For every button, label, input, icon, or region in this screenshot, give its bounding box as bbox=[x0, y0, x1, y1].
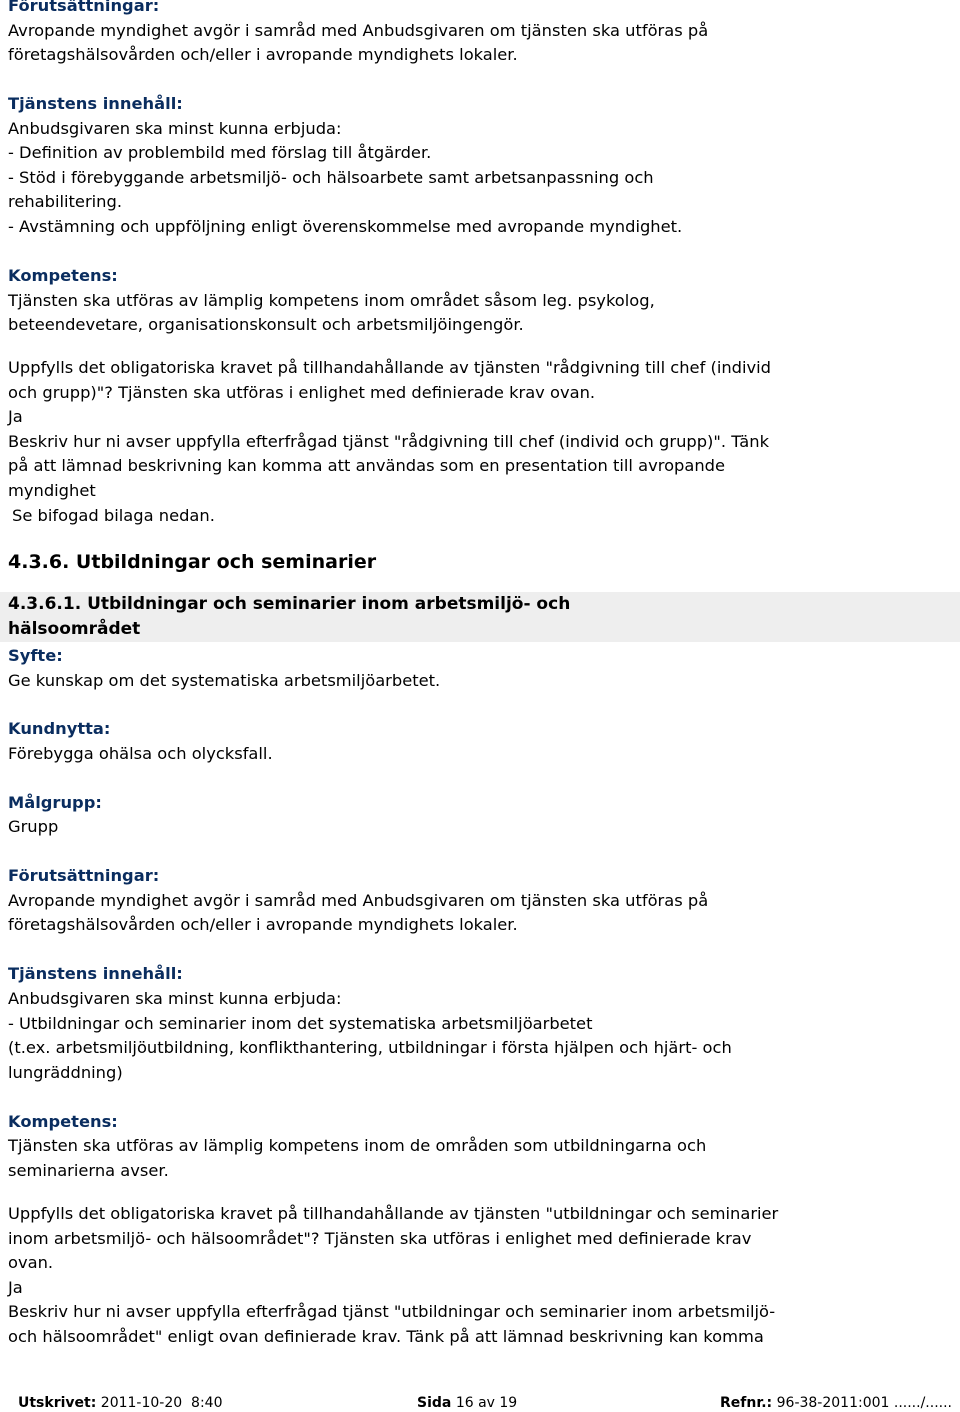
footer-ref bbox=[720, 1394, 958, 1412]
footer-page-label: Sida bbox=[417, 1395, 452, 1411]
content2-line-1: Anbudsgivaren ska minst kunna erbjuda: bbox=[8, 989, 342, 1008]
footer-ref-value: 96-38-2011:001 ....../...... bbox=[776, 1395, 952, 1411]
prereq2-line-2: företagshälsovården och/eller i avropande myndighets lokaler. bbox=[8, 915, 518, 934]
content2-line-2: - Utbildningar och seminarier inom det systematiska arbetsmiljöarbetet bbox=[8, 1014, 593, 1033]
prereq-line-1: Avropande myndighet avgör i samråd med Anbudsgivaren om tjänsten ska utföras på bbox=[8, 21, 709, 40]
content-line-1: Anbudsgivaren ska minst kunna erbjuda: bbox=[8, 119, 342, 138]
describe2-line-2: och hälsoområdet" enligt ovan definierade krav. Tänk på att lämnad beskrivning kan komma bbox=[8, 1327, 764, 1346]
benefit-text: Förebygga ohälsa och olycksfall. bbox=[8, 744, 273, 763]
benefit-label: Kundnytta: bbox=[8, 719, 111, 738]
prereq2-line-1: Avropande myndighet avgör i samråd med Anbudsgivaren om tjänsten ska utföras på bbox=[8, 891, 709, 910]
requirement2-line-3: ovan. bbox=[8, 1253, 54, 1272]
answer2-text: Ja bbox=[8, 1278, 23, 1297]
purpose-label: Syfte: bbox=[8, 646, 63, 665]
content2-line-4: lungräddning) bbox=[8, 1063, 123, 1082]
describe2-line-1: Beskriv hur ni avser uppfylla efterfrågad tjänst "utbildningar och seminarier inom arbetsmiljö- bbox=[8, 1302, 776, 1321]
answer-text: Ja bbox=[8, 407, 23, 426]
subheading-line-2: hälsoområdet bbox=[8, 619, 141, 639]
content2-label: Tjänstens innehåll: bbox=[8, 964, 183, 983]
describe-line-2: på att lämnad beskrivning kan komma att användas som en presentation till avropande bbox=[8, 456, 726, 475]
competence2-label: Kompetens: bbox=[8, 1112, 118, 1131]
content-label: Tjänstens innehåll: bbox=[8, 94, 183, 113]
requirement2-line-1: Uppfylls det obligatoriska kravet på tillhandahållande av tjänsten "utbildningar och seminarier bbox=[8, 1204, 779, 1223]
requirement-line-1: Uppfylls det obligatoriska kravet på tillhandahållande av tjänsten "rådgivning till chef (individ bbox=[8, 358, 772, 377]
prereq2-label: Förutsättningar: bbox=[8, 866, 160, 885]
prereq-label: Förutsättningar: bbox=[8, 0, 160, 15]
footer-printed-value: 2011-10-20 8:40 bbox=[100, 1395, 223, 1411]
content2-line-3: (t.ex. arbetsmiljöutbildning, konflikthantering, utbildningar i första hjälpen och hjärt- och bbox=[8, 1038, 732, 1057]
attachment-text: Se bifogad bilaga nedan. bbox=[12, 506, 215, 525]
footer-printed bbox=[18, 1394, 222, 1412]
requirement-line-2: och grupp)"? Tjänsten ska utföras i enlighet med definierade krav ovan. bbox=[8, 383, 596, 402]
content-line-2: - Definition av problembild med förslag till åtgärder. bbox=[8, 143, 432, 162]
describe-line-3: myndighet bbox=[8, 481, 96, 500]
competence2-line-1: Tjänsten ska utföras av lämplig kompetens inom de områden som utbildningarna och bbox=[8, 1136, 707, 1155]
content-line-3: - Stöd i förebyggande arbetsmiljö- och hälsoarbete samt arbetsanpassning och bbox=[8, 168, 654, 187]
footer-page bbox=[417, 1394, 517, 1412]
competence-line-1: Tjänsten ska utföras av lämplig kompetens inom området såsom leg. psykolog, bbox=[8, 291, 655, 310]
competence2-line-2: seminarierna avser. bbox=[8, 1161, 169, 1180]
competence-line-2: beteendevetare, organisationskonsult och arbetsmiljöingengör. bbox=[8, 315, 524, 334]
footer-ref-label: Refnr.: bbox=[720, 1395, 773, 1411]
content-line-5: - Avstämning och uppföljning enligt överenskommelse med avropande myndighet. bbox=[8, 217, 683, 236]
target-text: Grupp bbox=[8, 817, 59, 836]
prereq-line-2: företagshälsovården och/eller i avropande myndighets lokaler. bbox=[8, 45, 518, 64]
requirement2-line-2: inom arbetsmiljö- och hälsoområdet"? Tjänsten ska utföras i enlighet med definierade krav bbox=[8, 1229, 752, 1248]
purpose-text: Ge kunskap om det systematiska arbetsmiljöarbetet. bbox=[8, 671, 441, 690]
footer-printed-label: Utskrivet: bbox=[18, 1395, 97, 1411]
subheading-line-1: 4.3.6.1. Utbildningar och seminarier inom arbetsmiljö- och bbox=[8, 594, 571, 614]
footer-page-value: 16 av 19 bbox=[455, 1395, 518, 1411]
describe-line-1: Beskriv hur ni avser uppfylla efterfrågad tjänst "rådgivning till chef (individ och grupp)". Tänk bbox=[8, 432, 770, 451]
target-label: Målgrupp: bbox=[8, 793, 102, 812]
section-heading-4-3-6: 4.3.6. Utbildningar och seminarier bbox=[8, 551, 377, 573]
competence-label: Kompetens: bbox=[8, 266, 118, 285]
content-line-4: rehabilitering. bbox=[8, 192, 123, 211]
